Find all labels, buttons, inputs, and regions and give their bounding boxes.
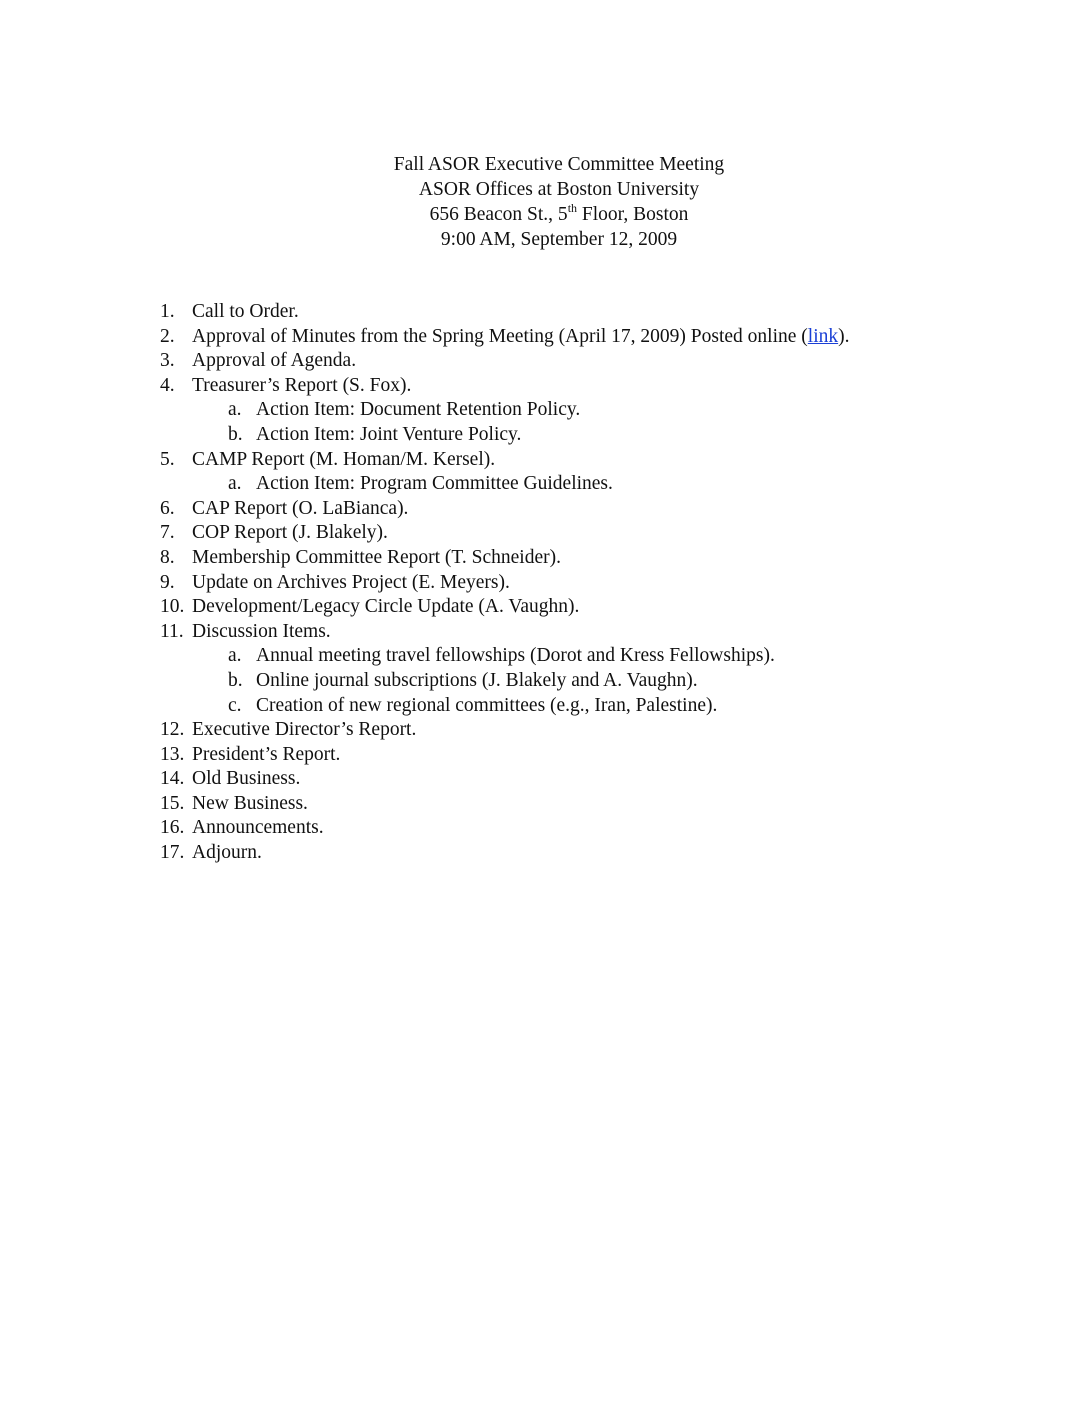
item-text: Development/Legacy Circle Update (A. Vaughn). xyxy=(192,596,580,618)
item-text: New Business. xyxy=(192,792,308,814)
subitem-letter: b. xyxy=(228,669,243,691)
subitem-letter: b. xyxy=(228,423,243,445)
agenda-item xyxy=(0,841,1088,866)
minutes-link[interactable]: link xyxy=(807,325,839,347)
item-number: 9. xyxy=(160,571,175,593)
item-text: Call to Order. xyxy=(192,301,299,322)
subitem-letter: a. xyxy=(228,473,242,495)
agenda-item xyxy=(0,743,1088,768)
agenda-item xyxy=(0,349,1088,374)
meeting-address xyxy=(0,202,1088,227)
subitem-text: Annual meeting travel fellowships (Dorot and Kress Fellowships). xyxy=(256,645,775,667)
item-text: Old Business. xyxy=(192,768,301,790)
agenda-item xyxy=(0,571,1088,596)
agenda-list xyxy=(0,300,1088,866)
item-number: 10. xyxy=(160,596,185,618)
agenda-item xyxy=(0,448,1088,473)
agenda-item xyxy=(0,767,1088,792)
subitem-text: Action Item: Document Retention Policy. xyxy=(256,399,581,421)
agenda-item xyxy=(0,546,1088,571)
item-text: Executive Director’s Report. xyxy=(192,719,417,741)
item-text xyxy=(192,325,850,350)
agenda-subitem xyxy=(0,398,1088,423)
item-number: 4. xyxy=(160,374,175,396)
item-text-start: Approval of Minutes from the Spring Meeting (April 17, 2009) Posted online ( xyxy=(192,325,808,347)
agenda-subitem xyxy=(0,472,1088,497)
item-text: COP Report (J. Blakely). xyxy=(192,522,388,544)
agenda-item xyxy=(0,325,1088,350)
meeting-title: Fall ASOR Executive Committee Meeting xyxy=(393,154,725,175)
agenda-item xyxy=(0,792,1088,817)
item-number: 6. xyxy=(160,497,175,519)
item-text: Treasurer’s Report (S. Fox). xyxy=(192,374,412,396)
floor-ordinal-suffix: th xyxy=(567,200,578,215)
item-text: Adjourn. xyxy=(192,842,262,864)
item-number: 2. xyxy=(160,325,175,347)
item-number: 3. xyxy=(160,350,175,372)
item-number: 1. xyxy=(160,301,175,322)
item-number: 16. xyxy=(160,817,185,839)
item-text: Discussion Items. xyxy=(192,620,331,642)
subitem-text: Online journal subscriptions (J. Blakely and A. Vaughn). xyxy=(256,669,698,691)
subitem-text: Creation of new regional committees (e.g., Iran, Palestine). xyxy=(256,694,718,716)
agenda-subitem xyxy=(0,644,1088,669)
item-number: 7. xyxy=(160,522,175,544)
meeting-header xyxy=(0,152,1088,252)
subitem-letter: a. xyxy=(228,399,242,421)
agenda-subitem xyxy=(0,669,1088,694)
item-text: Membership Committee Report (T. Schneider). xyxy=(192,546,561,568)
subitem-text: Action Item: Joint Venture Policy. xyxy=(256,423,522,445)
subitem-letter: c. xyxy=(228,694,242,716)
agenda-item xyxy=(0,497,1088,522)
meeting-venue: ASOR Offices at Boston University xyxy=(418,179,700,200)
agenda-subitem xyxy=(0,423,1088,448)
item-number: 17. xyxy=(160,842,185,864)
item-text-end: ). xyxy=(838,325,850,347)
item-number: 15. xyxy=(160,792,185,814)
item-text: Update on Archives Project (E. Meyers). xyxy=(192,571,510,593)
agenda-item xyxy=(0,718,1088,743)
item-number: 14. xyxy=(160,768,185,790)
item-number: 11. xyxy=(160,620,184,642)
item-text: CAP Report (O. LaBianca). xyxy=(192,497,409,519)
agenda-item xyxy=(0,595,1088,620)
item-number: 12. xyxy=(160,719,185,741)
item-number: 13. xyxy=(160,743,185,765)
agenda-item xyxy=(0,620,1088,645)
agenda-item xyxy=(0,816,1088,841)
agenda-item xyxy=(0,374,1088,399)
item-number: 5. xyxy=(160,448,175,470)
item-text: CAMP Report (M. Homan/M. Kersel). xyxy=(192,448,496,470)
address-end: Floor, Boston xyxy=(577,204,689,225)
item-text: President’s Report. xyxy=(192,743,341,765)
item-text: Announcements. xyxy=(192,817,324,839)
subitem-letter: a. xyxy=(228,645,242,667)
item-number: 8. xyxy=(160,546,175,568)
agenda-item xyxy=(0,300,1088,325)
agenda-item xyxy=(0,521,1088,546)
item-text: Approval of Agenda. xyxy=(192,350,357,372)
address-start: 656 Beacon St., 5 xyxy=(429,204,568,225)
subitem-text: Action Item: Program Committee Guidelines. xyxy=(256,473,613,495)
meeting-datetime: 9:00 AM, September 12, 2009 xyxy=(440,229,678,250)
agenda-subitem xyxy=(0,694,1088,719)
